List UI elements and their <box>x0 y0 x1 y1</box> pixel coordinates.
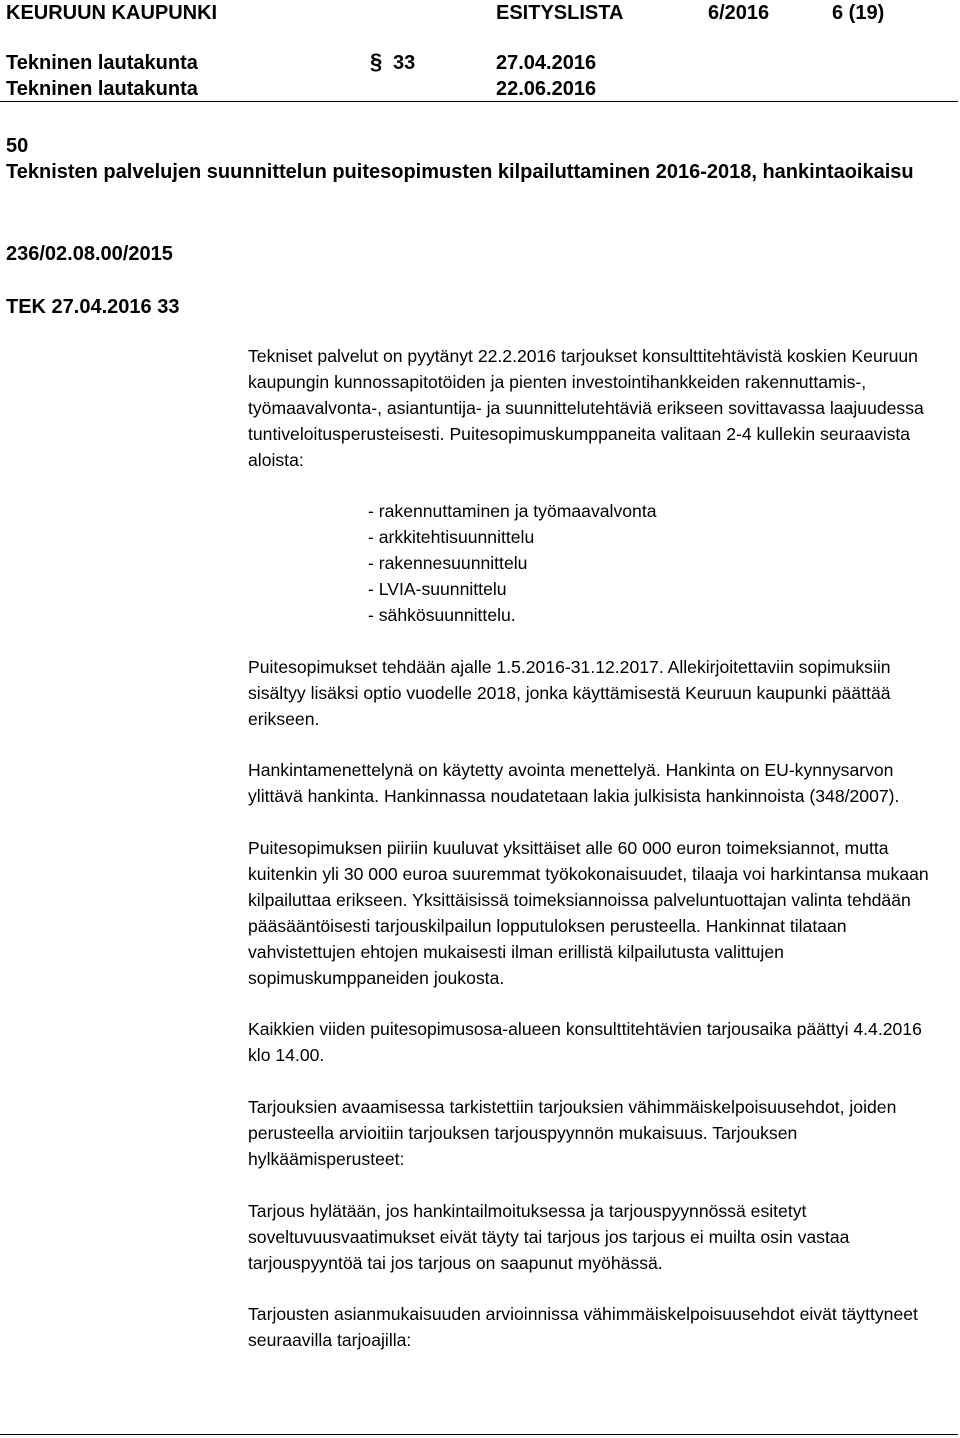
meeting-date-2: 22.06.2016 <box>496 78 597 100</box>
page-number: 6 (19) <box>832 2 885 24</box>
meeting-section-1: 33 <box>393 52 416 74</box>
reference-text: TEK 27.04.2016 33 <box>6 296 180 318</box>
paragraph-rejection: Tarjous hylätään, jos hankintailmoituksessa ja tarjouspyynnössä esitetyt soveltuvuusvaatimukset eivät täyty tai tarjous jos tarjous ei muilta osin vastaa tarjouspyyntöä tai jos tarjous on saapunut myöhässä. <box>248 1200 850 1273</box>
list-item: - rakennesuunnittelu <box>368 553 528 574</box>
item-number: 50 <box>6 135 29 157</box>
item-title: Teknisten palvelujen suunnittelun puitesopimusten kilpailuttaminen 2016-2018, hankintaoikaisu <box>6 161 914 183</box>
paragraph-deadline: Kaikkien viiden puitesopimusosa-alueen konsulttitehtävien tarjousaika päättyi 4.4.2016 klo 14.00. <box>248 1019 922 1066</box>
header-divider <box>0 101 958 102</box>
field-list <box>248 499 948 629</box>
paragraph-procedure: Hankintamenettelynä on käytetty avointa menettelyä. Hankinta on EU-kynnysarvon ylittävä hankinta. Hankinnassa noudatetaan lakia julkisista hankinnoista (348/2007). <box>248 760 900 807</box>
item-body <box>248 344 948 1380</box>
meeting-committee-1: Tekninen lautakunta <box>6 52 198 74</box>
document-type: ESITYSLISTA <box>496 2 624 24</box>
paragraph-request: Tekniset palvelut on pyytänyt 22.2.2016 tarjoukset konsulttitehtävistä koskien Keuruun kaupungin kunnossapitotöiden ja pienten investointihankkeiden rakennuttamis-, työmaavalvonta-, asiantuntija- ja suunnittelutehtäviä erikseen sovittavassa laajuudessa tuntiveloitusperusteisesti. Puitesopimuskumppaneita valitaan 2-4 kullekin seuraavista aloista: <box>248 346 924 470</box>
paragraph-assignments: Puitesopimuksen piiriin kuuluvat yksittäiset alle 60 000 euron toimeksiannot, mutta kuitenkin yli 30 000 euroa suuremmat työkokonaisuudet, tilaaja voi harkintansa mukaan kilpailuttaa erikseen. Yksittäisissä toimeksiannoissa palveluntuottajan valinta tehdään pääsääntöisesti tarjouskilpailun lopputuloksen perusteella. Hankinnat tilataan vahvistettujen ehtojen mukaisesti ilman erillistä kilpailutusta valittujen sopimuskumppaneiden joukosta. <box>248 838 929 988</box>
section-symbol-icon: § <box>370 49 383 74</box>
document-number: 6/2016 <box>708 2 770 24</box>
previous-handling-reference <box>6 295 179 320</box>
list-item: - sähkösuunnittelu. <box>368 605 516 626</box>
list-item: - LVIA-suunnittelu <box>368 579 507 600</box>
list-item: - arkkitehtisuunnittelu <box>368 527 535 548</box>
meeting-date-1: 27.04.2016 <box>496 52 597 74</box>
paragraph-contract-period: Puitesopimukset tehdään ajalle 1.5.2016-31.12.2017. Allekirjoitettaviin sopimuksiin sisältyy lisäksi optio vuodelle 2018, jonka käyttämisestä Keuruun kaupunki päättää erikseen. <box>248 656 891 729</box>
paragraph-evaluation: Tarjousten asianmukaisuuden arvioinnissa vähimmäiskelpoisuusehdot eivät täyttyneet seuraavilla tarjoajilla: <box>248 1304 918 1351</box>
diary-number: 236/02.08.00/2015 <box>6 243 173 265</box>
list-item: - rakennuttaminen ja työmaavalvonta <box>368 501 657 522</box>
paragraph-opening: Tarjouksien avaamisessa tarkistettiin tarjouksien vähimmäiskelpoisuusehdot, joiden perusteella arvioitiin tarjouksen tarjouspyynnön mukaisuus. Tarjouksen hylkäämisperusteet: <box>248 1097 897 1169</box>
footer-divider <box>0 1434 958 1435</box>
meeting-committee-2: Tekninen lautakunta <box>6 78 198 100</box>
organization-name: KEURUUN KAUPUNKI <box>6 2 218 24</box>
